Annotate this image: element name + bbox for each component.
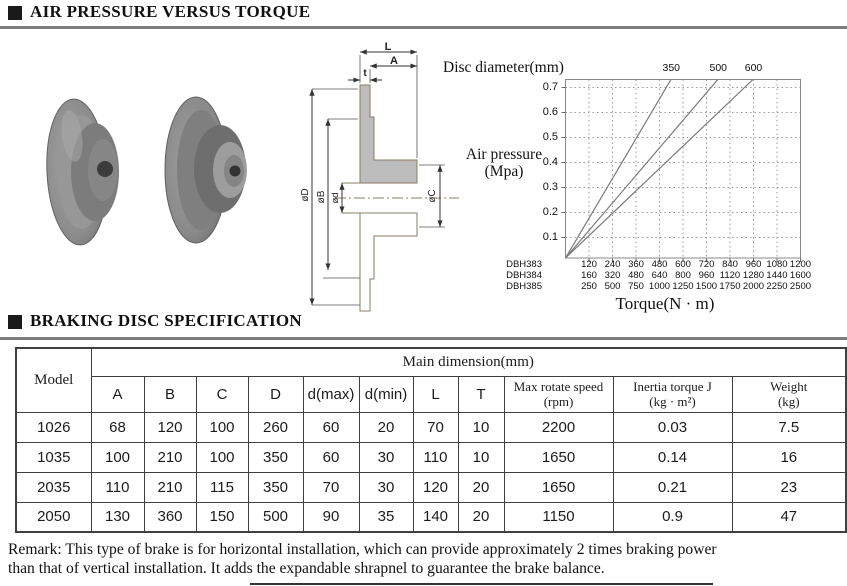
brake-disc-photo-left [28,66,168,276]
dim-label-dia-B: øB [316,190,327,204]
table-row [16,442,846,472]
table-cell: 60 [303,412,359,442]
x-axis-title: Torque(N · m) [615,294,715,313]
table-cell: 0.9 [613,502,732,532]
header-model: Model [16,348,91,412]
x-axis-value: 480 [628,270,644,281]
table-cell: 70 [303,472,359,502]
x-axis-row-model: DBH385 [506,281,542,292]
table-cell: 47 [732,502,846,532]
table-cell: 2200 [504,412,613,442]
x-axis-value: 1080 [766,259,788,270]
x-axis-value: 320 [604,270,621,281]
x-axis-row-model: DBH383 [506,259,542,270]
y-tick-label: 0.4 [542,155,558,168]
header-main-dimension: Main dimension(mm) [91,348,846,376]
x-axis-value: 720 [698,259,715,270]
table-cell: 20 [458,502,504,532]
x-axis-value: 2500 [789,281,812,292]
series-label: 350 [662,62,681,74]
table-cell: 23 [732,472,846,502]
table-cell: 0.03 [613,412,732,442]
section-title-air-pressure: AIR PRESSURE VERSUS TORQUE [30,2,311,21]
table-cell: 20 [359,412,413,442]
cell-model: 1035 [16,442,91,472]
header-col: Inertia torque J (kg · m²) [613,376,732,412]
table-cell: 100 [196,442,248,472]
series-label: 500 [709,62,728,74]
x-axis-value: 1200 [789,259,812,270]
table-cell: 1650 [504,472,613,502]
cell-model: 2050 [16,502,91,532]
x-axis-value: 800 [675,270,691,281]
x-axis-row [440,259,847,270]
remark-line-2: than that of vertical installation. It adds the expandable shrapnel to guarantee the brake balance. [8,560,605,577]
table-cell: 140 [413,502,458,532]
dim-label-A: A [390,55,398,67]
y-tick-label: 0.5 [542,130,558,143]
table-header-row-2 [16,376,846,412]
dim-label-t: t [363,68,367,79]
x-axis-value: 960 [698,270,715,281]
table-cell: 100 [196,412,248,442]
x-axis-value: 160 [581,270,597,281]
table-cell: 70 [413,412,458,442]
x-axis-value: 1600 [789,270,812,281]
x-axis-row [440,270,847,281]
table-cell: 500 [248,502,303,532]
table-cell: 210 [144,472,196,502]
y-tick-label: 0.1 [542,230,558,243]
x-axis-value: 2000 [742,281,765,292]
table-cell: 150 [196,502,248,532]
header-col: Max rotate speed (rpm) [504,376,613,412]
header-col: d(max) [303,376,359,412]
header-col: D [248,376,303,412]
x-axis-value: 1280 [742,270,765,281]
x-axis-value: 1250 [672,281,694,292]
table-cell: 90 [303,502,359,532]
header-col: L [413,376,458,412]
x-axis-value: 240 [604,259,621,270]
table-cell: 1150 [504,502,613,532]
x-axis-value: 960 [745,259,762,270]
chart-legend-title: Disc diameter(mm) [443,59,564,76]
table-cell: 360 [144,502,196,532]
x-axis-value: 1750 [719,281,741,292]
table-cell: 20 [458,472,504,502]
dim-label-dia-d: ød [330,192,341,204]
table-cell: 1650 [504,442,613,472]
table-row [16,412,846,442]
table-cell: 100 [91,442,144,472]
table-cell: 115 [196,472,248,502]
table-cell: 350 [248,472,303,502]
x-axis-value: 360 [628,259,644,270]
x-axis-value: 2250 [766,281,788,292]
series-label: 600 [744,62,763,74]
x-axis-value: 640 [651,270,668,281]
x-axis-value: 1000 [648,281,671,292]
table-cell: 350 [248,442,303,472]
header-col: A [91,376,144,412]
x-axis-value: 500 [604,281,621,292]
section-divider [0,26,847,29]
header-col: B [144,376,196,412]
table-cell: 130 [91,502,144,532]
x-axis-value: 750 [628,281,644,292]
x-axis-value: 120 [581,259,597,270]
section-bullet-square [8,315,22,329]
y-tick-label: 0.6 [542,105,558,118]
table-cell: 120 [413,472,458,502]
bottom-partial-rule [250,583,713,585]
x-axis-row [440,281,847,292]
x-axis-row-model: DBH384 [506,270,542,281]
y-tick-label: 0.2 [542,205,558,218]
table-cell: 0.14 [613,442,732,472]
y-tick-label: 0.3 [542,180,558,193]
table-row [16,472,846,502]
x-axis-value: 840 [722,259,738,270]
cell-model: 2035 [16,472,91,502]
cross-section-drawing [285,42,463,315]
section-divider [0,337,847,340]
table-cell: 10 [458,442,504,472]
x-axis-value: 1500 [695,281,718,292]
pressure-torque-chart [440,55,847,315]
table-row [16,502,846,532]
table-cell: 35 [359,502,413,532]
remark-line-1: Remark: This type of brake is for horizontal installation, which can provide approximately 2 times braking power [8,541,717,558]
table-cell: 120 [144,412,196,442]
table-cell: 30 [359,442,413,472]
x-axis-value: 600 [675,259,691,270]
section-title-braking-disc: BRAKING DISC SPECIFICATION [30,311,302,330]
y-axis-title: Air pressure (Mpa) [465,146,543,181]
header-col: Weight (kg) [732,376,846,412]
remark-paragraph [8,540,846,578]
dim-label-L: L [384,42,392,53]
header-col: T [458,376,504,412]
table-cell: 30 [359,472,413,502]
chart-plot-area [559,79,804,265]
header-col: C [196,376,248,412]
table-cell: 16 [732,442,846,472]
table-cell: 210 [144,442,196,472]
section-bullet-square [8,6,22,20]
dim-label-dia-D: øD [300,188,311,202]
x-axis-value: 250 [581,281,597,292]
header-col: d(min) [359,376,413,412]
spec-table [15,347,847,533]
table-header-row-1 [16,348,846,376]
x-axis-value: 480 [651,259,668,270]
table-cell: 7.5 [732,412,846,442]
brake-disc-photo-right [160,66,280,276]
specification-table [15,347,847,533]
dim-label-dia-C: øC [427,189,438,203]
x-axis-value: 1120 [719,270,741,281]
table-cell: 260 [248,412,303,442]
table-cell: 0.21 [613,472,732,502]
table-cell: 110 [91,472,144,502]
table-cell: 110 [413,442,458,472]
cell-model: 1026 [16,412,91,442]
x-axis-value: 1440 [766,270,788,281]
table-cell: 10 [458,412,504,442]
table-cell: 60 [303,442,359,472]
table-cell: 68 [91,412,144,442]
y-tick-label: 0.7 [542,80,558,93]
